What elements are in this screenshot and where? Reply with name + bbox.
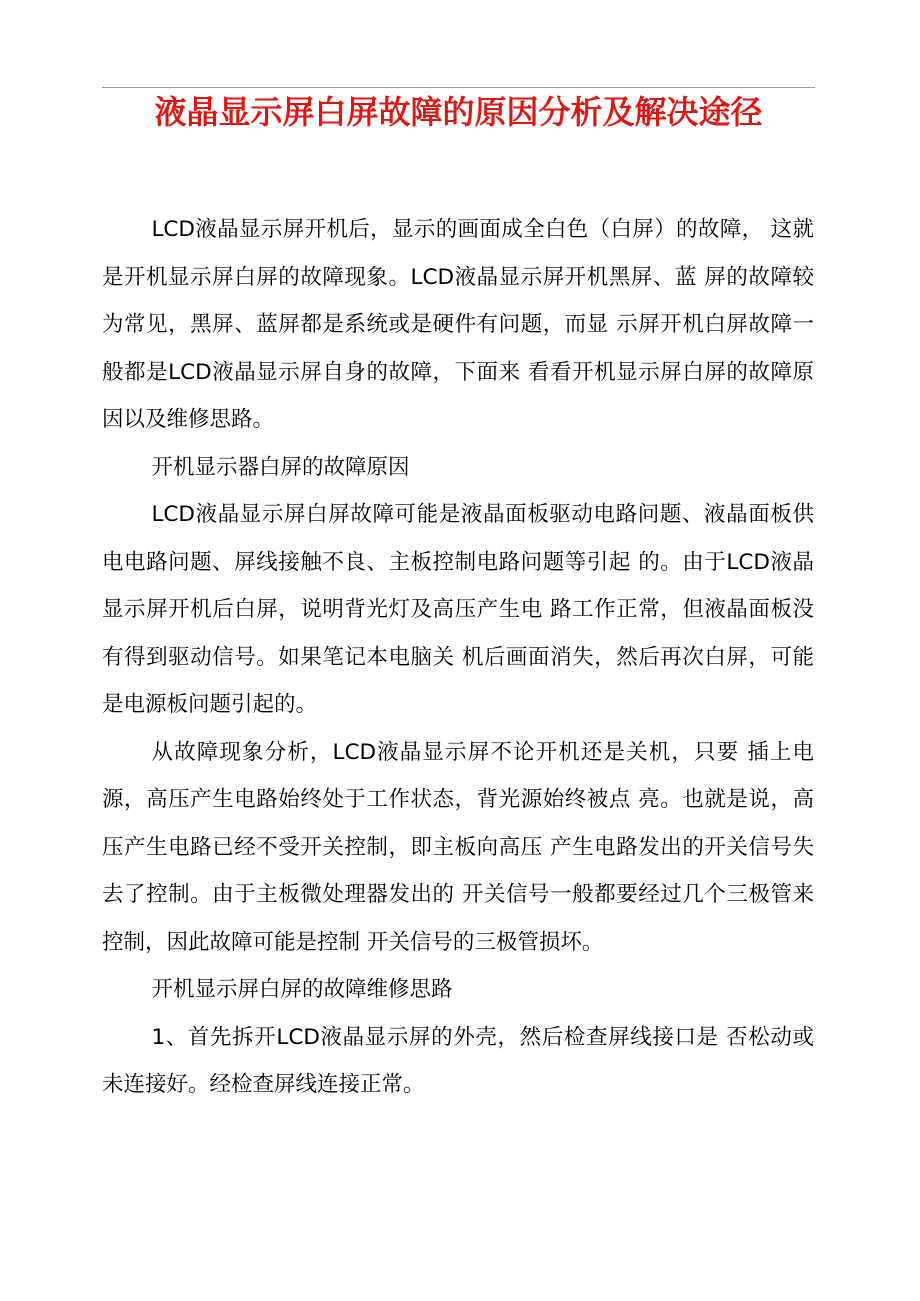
paragraph-step-1: 1、首先拆开LCD液晶显示屏的外壳，然后检查屏线接口是 否松动或未连接好。经检查屏线连接正常。 [102, 1024, 814, 1097]
paragraph-intro: LCD液晶显示屏开机后，显示的画面成全白色（白屏）的故障， 这就是开机显示屏白屏的故障现象。LCD液晶显示屏开机黑屏、蓝 屏的故障较为常见，黑屏、蓝屏都是系统或是硬件有问题，而显 示屏开机白屏故障一般都是LCD液晶显示屏自身的故障，下面来 看看开机显示屏白屏的故障原因以及维修思路。 [102, 217, 814, 432]
paragraph-analysis: 从故障现象分析，LCD液晶显示屏不论开机还是关机，只要 插上电源，高压产生电路始终处于工作状态，背光源始终被点 亮。也就是说，高压产生电路已经不受开关控制，即主板向高压 产生电路发出的开关信号失去了控制。由于主板微处理器发出的 开关信号一般都要经过几个三极管来控制，因此故障可能是控制 开关信号的三极管损坏。 [102, 739, 814, 955]
section-heading-causes: 开机显示器白屏的故障原因 [151, 454, 410, 480]
section-heading-repair: 开机显示屏白屏的故障维修思路 [151, 977, 453, 1002]
paragraph-causes: LCD液晶显示屏白屏故障可能是液晶面板驱动电路问题、液晶面板供电电路问题、屏线接触不良、主板控制电路问题等引起 的。由于LCD液晶显示屏开机后白屏，说明背光灯及高压产生电 路工作正常，但液晶面板没有得到驱动信号。如果笔记本电脑关 机后画面消失，然后再次白屏，可能是电源板问题引起的。 [102, 502, 814, 717]
document-body [102, 206, 814, 1109]
document-title: 液晶显示屏白屏故障的原因分析及解决途径 [154, 93, 763, 131]
